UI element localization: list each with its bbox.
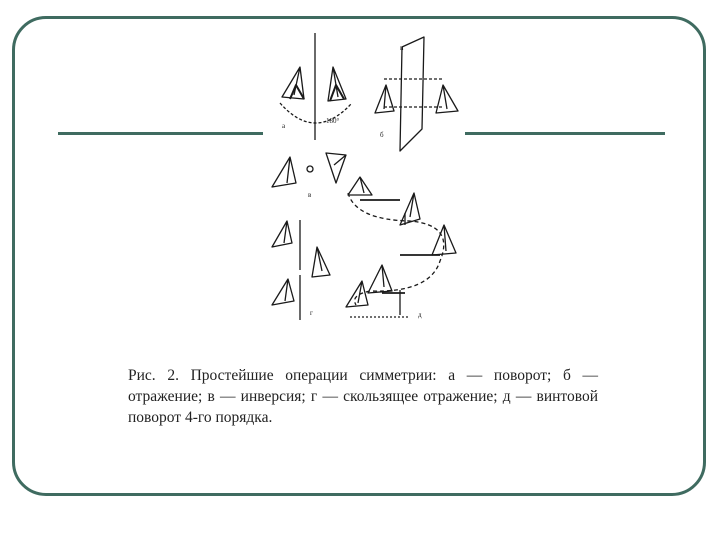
- panel-g-glide-reflection: [272, 220, 330, 320]
- tetrahedron-right: [436, 85, 458, 113]
- label-v: в: [308, 191, 312, 199]
- rotation-arc: [280, 103, 352, 123]
- tetrahedron-step-4: [368, 265, 392, 293]
- tetrahedron-1: [272, 221, 292, 247]
- symmetry-operations-figure: [260, 25, 465, 325]
- panel-a-rotation: [280, 33, 352, 140]
- normal-label: n: [400, 44, 404, 52]
- tetrahedron-left: [375, 85, 394, 113]
- tetrahedron-upper: [272, 157, 296, 187]
- label-d: д: [418, 311, 422, 319]
- rotation-angle-label: 180°: [326, 117, 340, 125]
- figure-caption: Рис. 2. Простейшие операции симметрии: а — поворот; б — отражение; в — инверсия; г — скользящее отражение; д — винтовой поворот 4-го порядка.: [128, 367, 598, 426]
- panel-d-screw-rotation: [346, 177, 456, 319]
- tetrahedron-step-5: [346, 281, 368, 307]
- screw-path: [348, 193, 444, 305]
- tetrahedron-step-1: [348, 177, 372, 195]
- panel-v-inversion: [272, 153, 346, 199]
- horizontal-rule-left: [58, 132, 263, 135]
- label-b: б: [380, 131, 384, 139]
- inversion-center: [307, 166, 313, 172]
- label-g: г: [310, 309, 313, 317]
- horizontal-rule-right: [465, 132, 665, 135]
- tetrahedron-2: [312, 247, 330, 277]
- panel-b-reflection: [375, 37, 458, 151]
- mirror-plane: [400, 37, 424, 151]
- tetrahedron-lower: [326, 153, 346, 183]
- label-a: а: [282, 122, 286, 130]
- tetrahedron-3: [272, 279, 294, 305]
